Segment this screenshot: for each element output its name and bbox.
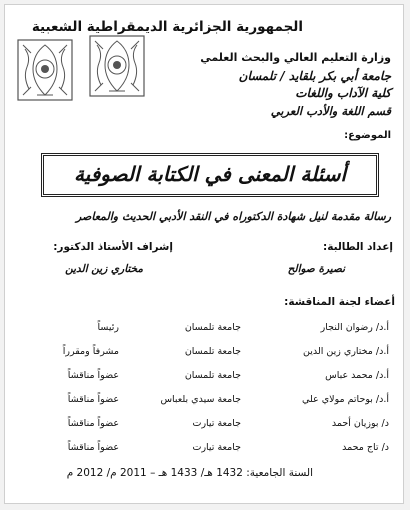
committee-member-name: أ.د/ بوحاتم مولاي علي bbox=[301, 394, 389, 405]
ministry-name: وزارة التعليم العالي والبحث العلمي bbox=[200, 51, 391, 64]
student-name: نصيرة صوالح bbox=[287, 263, 345, 275]
committee-member-role: مشرفاً ومقرراً bbox=[62, 346, 119, 357]
committee-member-university: جامعة تلمسان bbox=[184, 346, 241, 357]
committee-label: أعضاء لجنة المناقشة: bbox=[284, 296, 395, 308]
thesis-title: أسئلة المعنى في الكتابة الصوفية bbox=[73, 162, 347, 186]
republic-name: الجمهورية الجزائرية الديمقراطية الشعبية bbox=[31, 19, 303, 35]
committee-member-name: أ.د/ رضوان النجار bbox=[320, 322, 389, 333]
thesis-note: رسالة مقدمة لنيل شهادة الدكتوراه في النقد الأدبي الحديث والمعاصر bbox=[75, 210, 391, 223]
faculty-name: كلية الآداب واللغات bbox=[295, 86, 391, 100]
academic-year: السنة الجامعية: 1432 هـ/ 1433 هـ – 2011 م/ 2012 م bbox=[66, 467, 313, 479]
committee-member-role: رئيساً bbox=[97, 322, 119, 333]
advisor-label: إشراف الأستاذ الدكتور: bbox=[53, 241, 173, 253]
committee-member-university: جامعة سيدي بلعباس bbox=[160, 394, 241, 405]
title-frame bbox=[41, 153, 379, 197]
committee-member-university: جامعة تلمسان bbox=[184, 322, 241, 333]
committee-member-name: د/ تاج محمد bbox=[342, 442, 389, 453]
university-name: جامعة أبي بكر بلقايد / تلمسان bbox=[238, 69, 391, 83]
committee-member-role: عضواً مناقشاً bbox=[67, 370, 119, 381]
student-label: إعداد الطالبة: bbox=[323, 241, 393, 253]
advisor-name: مختاري زين الدين bbox=[65, 263, 143, 275]
committee-member-role: عضواً مناقشاً bbox=[67, 394, 119, 405]
committee-member-university: جامعة تيارت bbox=[192, 442, 241, 453]
committee-member-university: جامعة تيارت bbox=[192, 418, 241, 429]
committee-member-name: د/ بوزيان أحمد bbox=[331, 418, 389, 429]
committee-member-name: أ.د/ محمد عباس bbox=[325, 370, 389, 381]
subject-label: الموضوع: bbox=[344, 130, 391, 141]
university-emblem-icon bbox=[17, 39, 73, 101]
thesis-cover-page bbox=[4, 4, 404, 504]
university-emblem-icon bbox=[89, 35, 145, 97]
department-name: قسم اللغة والأدب العربي bbox=[270, 104, 391, 118]
committee-member-university: جامعة تلمسان bbox=[184, 370, 241, 381]
committee-member-role: عضواً مناقشاً bbox=[67, 442, 119, 453]
committee-member-name: أ.د/ مختاري زين الدين bbox=[302, 346, 389, 357]
committee-member-role: عضواً مناقشاً bbox=[67, 418, 119, 429]
